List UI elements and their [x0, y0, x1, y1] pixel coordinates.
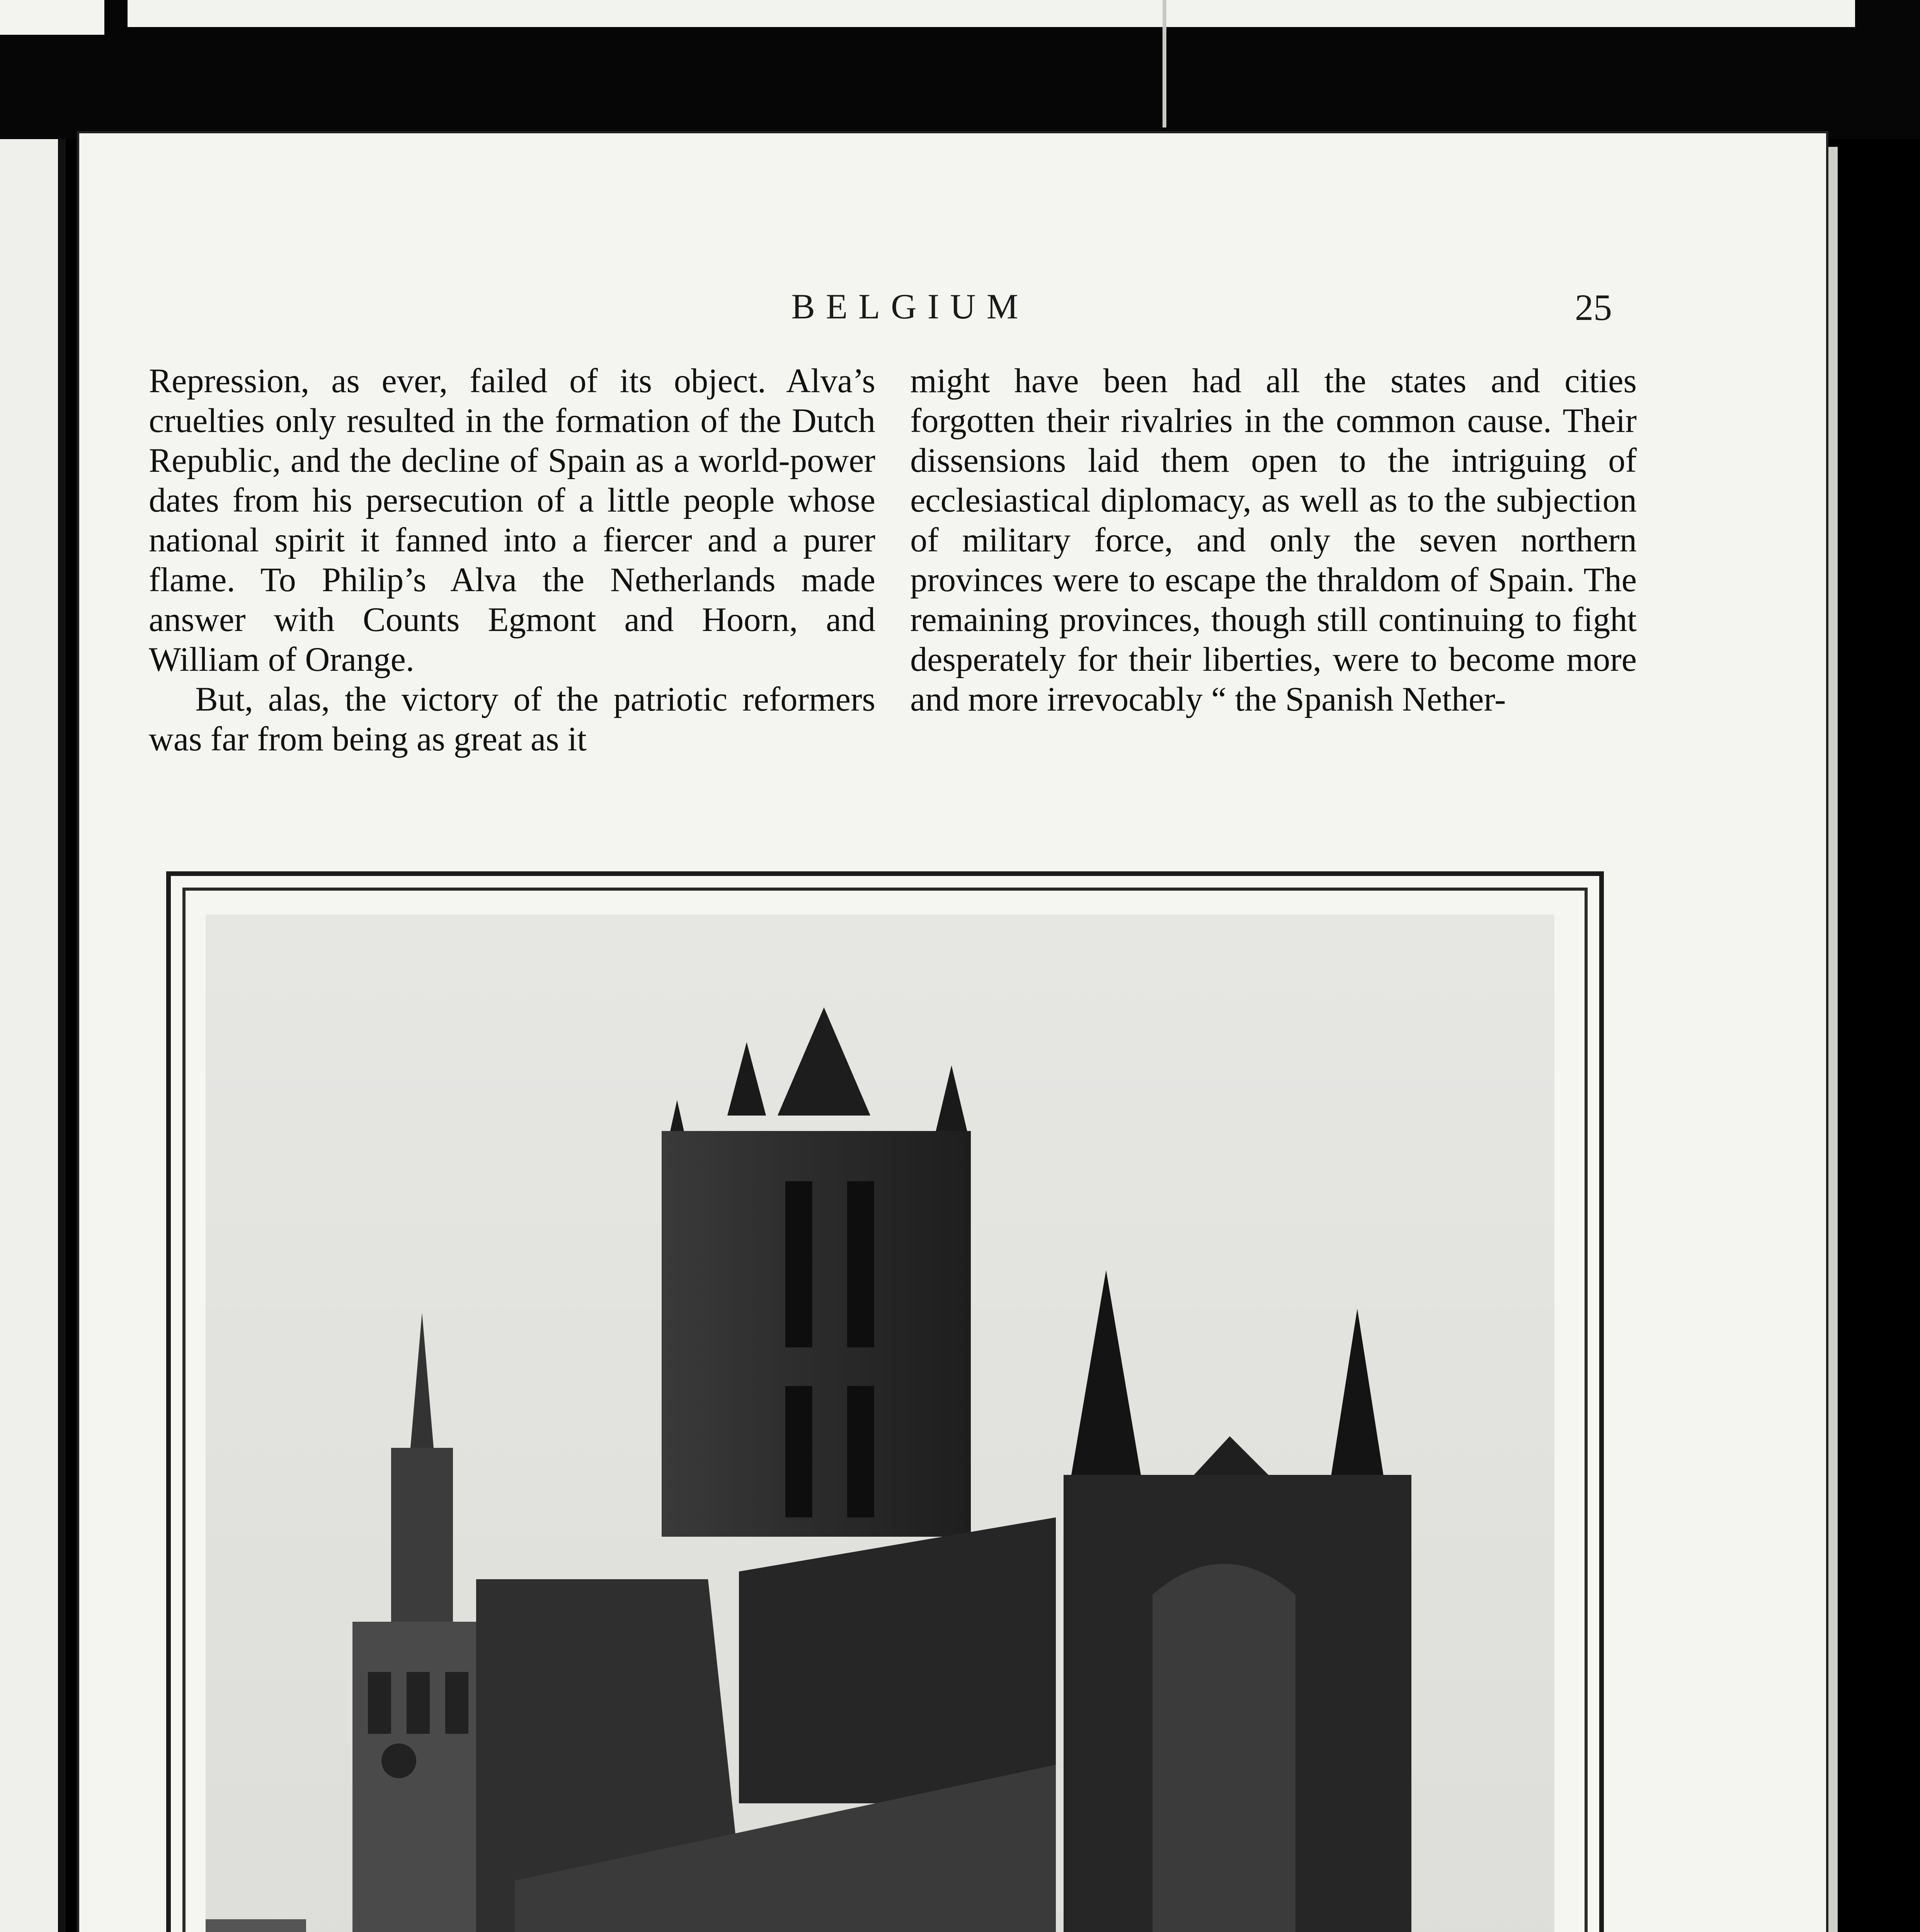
church-illustration — [206, 915, 1554, 1932]
running-head: BELGIUM — [791, 287, 1029, 326]
page-header — [79, 286, 1826, 332]
photo-frame — [166, 871, 1604, 1932]
magazine-page — [79, 133, 1826, 1932]
church-photograph — [206, 915, 1554, 1932]
fold-line — [1163, 0, 1166, 128]
adjacent-paper-edge — [0, 0, 104, 35]
page-edge-shadow — [1826, 147, 1838, 1932]
paragraph: But, alas, the victory of the patriotic reformers was far from being as great as it — [149, 680, 875, 758]
adjacent-page-top — [0, 0, 1920, 139]
adjacent-paper-edge — [128, 0, 1855, 27]
paragraph: might have been had all the states and cities forgotten their rivalries in the common cause. Their dissensions laid them open to the intriguing of ecclesiastical diplomacy, as well as to the subjection of military force, and only the seven northern provinces were to escape the thraldom of Spain. The remaining provinces, though still continuing to fight desperately for their liberties, were to become more and more irrevocably “ the Spanish Nether- — [910, 362, 1637, 718]
adjacent-page-left — [0, 139, 66, 1932]
paragraph: Repression, as ever, failed of its object. Alva’s cruelties only resulted in the formation of the Dutch Republic, and the decline of Spain as a world-power dates from his persecution of a little people whose national spirit it fanned into a fiercer and a purer flame. To Philip’s Alva the Netherlands made answer with Counts Egmont and Hoorn, and William of Orange. — [149, 362, 875, 679]
page-number: 25 — [1575, 287, 1612, 328]
